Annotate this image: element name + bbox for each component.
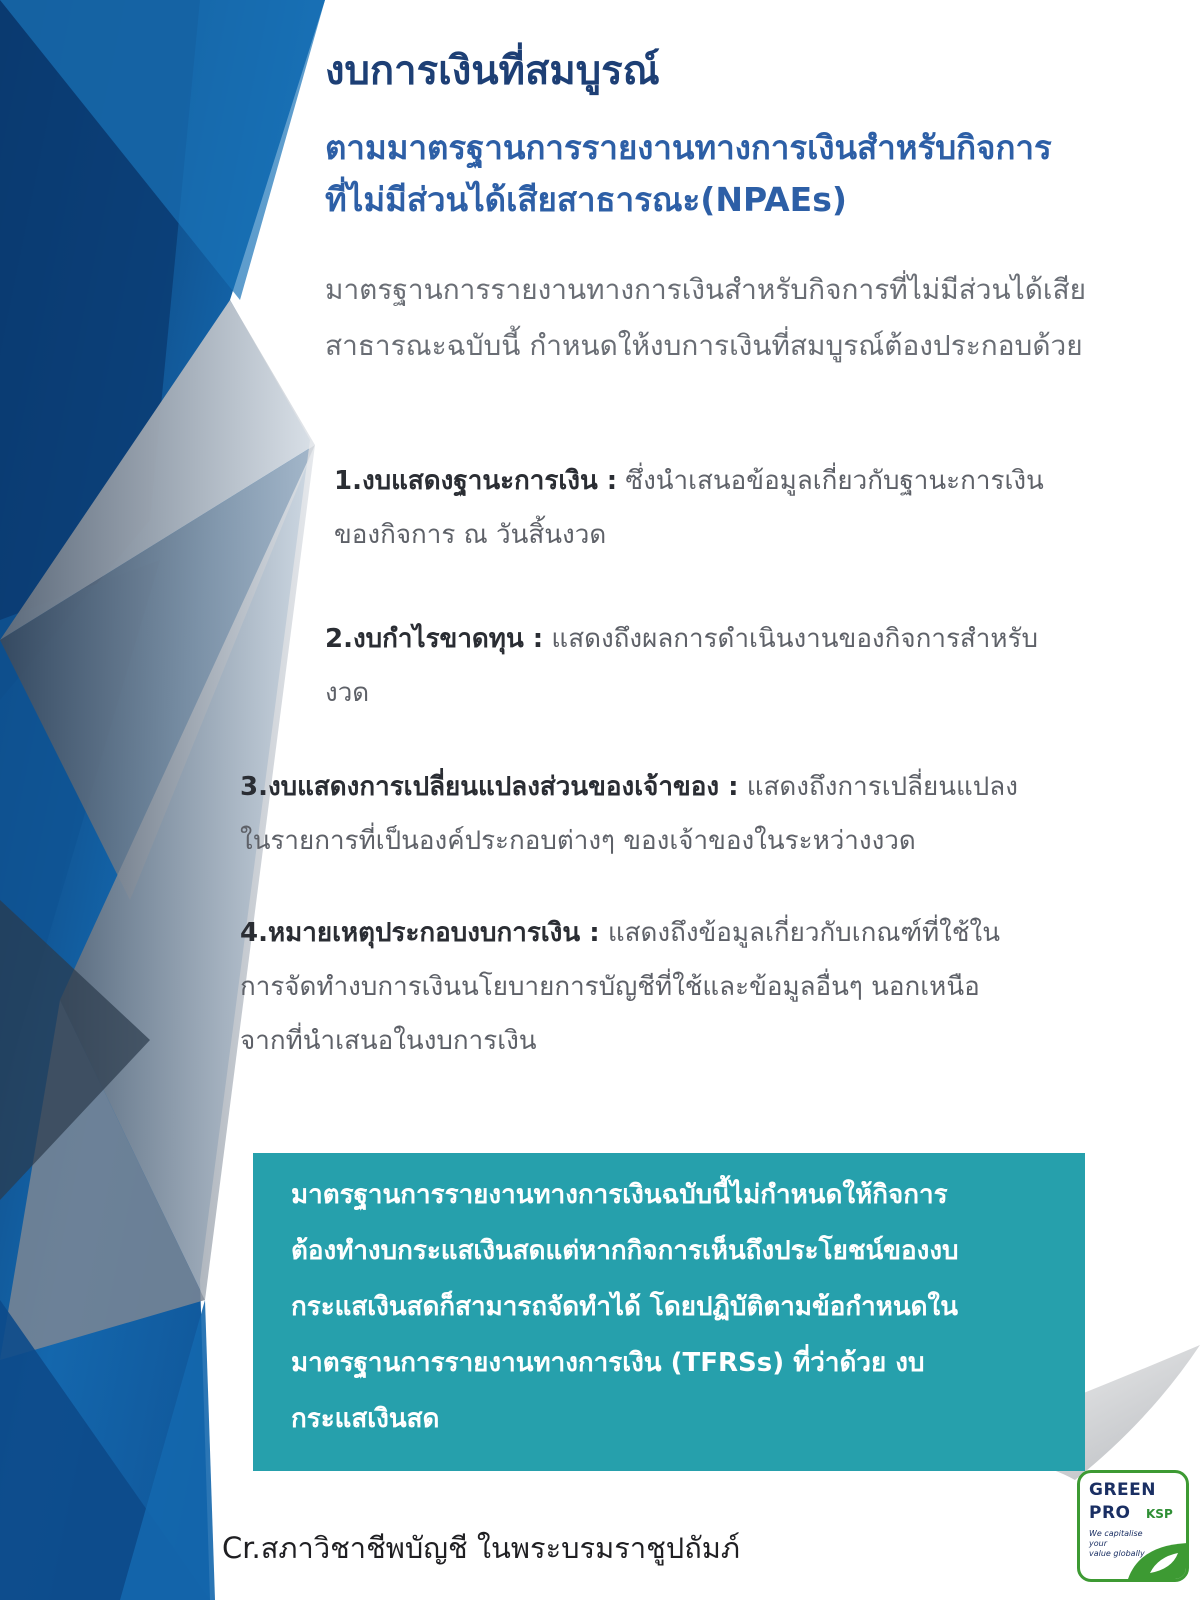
subtitle-line-1: ตามมาตรฐานการรายงานทางการเงินสำหรับกิจการ <box>325 128 1052 167</box>
item-heading: 2.งบกำไรขาดทุน : <box>325 624 544 654</box>
item-text: งวด <box>325 678 370 708</box>
intro-line-2: สาธารณะฉบับนี้ กำหนดให้งบการเงินที่สมบูรณ์ต้องประกอบด้วย <box>325 329 1083 362</box>
item-text: แสดงถึงผลการดำเนินงานของกิจการสำหรับ <box>543 624 1038 654</box>
logo-tagline: We capitalise your value globally <box>1089 1529 1145 1558</box>
note-line: กระแสเงินสดก็สามารถจัดทำได้ โดยปฏิบัติตามข้อกำหนดใน <box>291 1292 958 1322</box>
item-text: แสดงถึงการเปลี่ยนแปลง <box>738 772 1018 802</box>
item-text: การจัดทำงบการเงินนโยบายการบัญชีที่ใช้และข้อมูลอื่นๆ นอกเหนือ <box>240 972 980 1002</box>
item-heading: 3.งบแสดงการเปลี่ยนแปลงส่วนของเจ้าของ : <box>240 772 739 802</box>
logo-text-pro: PRO <box>1089 1503 1131 1523</box>
logo-text-green: GREEN <box>1089 1480 1156 1500</box>
logo-text-ksp: KSP <box>1146 1507 1173 1521</box>
note-line: มาตรฐานการรายงานทางการเงินฉบับนี้ไม่กำหนดให้กิจการ <box>291 1180 948 1210</box>
intro-line-1: มาตรฐานการรายงานทางการเงินสำหรับกิจการที่ไม่มีส่วนได้เสีย <box>325 273 1086 306</box>
cash-flow-note-box <box>253 1153 1085 1471</box>
item-text: ของกิจการ ณ วันสิ้นงวด <box>334 520 607 550</box>
note-line: กระแสเงินสด <box>291 1404 440 1434</box>
intro-paragraph <box>325 262 1155 374</box>
item-text: แสดงถึงข้อมูลเกี่ยวกับเกณฑ์ที่ใช้ใน <box>599 918 1000 948</box>
note-text <box>253 1153 1085 1447</box>
note-line: มาตรฐานการรายงานทางการเงิน (TFRSs) ที่ว่าด้วย งบ <box>291 1348 925 1378</box>
page-subtitle <box>325 122 1052 226</box>
statement-item-4 <box>240 906 1000 1068</box>
item-heading: 4.หมายเหตุประกอบงบการเงิน : <box>240 918 600 948</box>
note-line: ต้องทำงบกระแสเงินสดแต่หากกิจการเห็นถึงประโยชน์ของงบ <box>291 1236 959 1266</box>
page-title: งบการเงินที่สมบูรณ์ <box>325 48 660 94</box>
credit-line: Cr.สภาวิชาชีพบัญชี ในพระบรมราชูปถัมภ์ <box>222 1531 740 1565</box>
subtitle-line-2: ที่ไม่มีส่วนได้เสียสาธารณะ(NPAEs) <box>325 180 847 219</box>
item-text: จากที่นำเสนอในงบการเงิน <box>240 1026 537 1056</box>
greenpro-logo <box>1077 1470 1189 1582</box>
statement-item-2 <box>325 612 1038 720</box>
item-text: ซึ่งนำเสนอข้อมูลเกี่ยวกับฐานะการเงิน <box>617 466 1044 496</box>
item-heading: 1.งบแสดงฐานะการเงิน : <box>334 466 618 496</box>
item-text: ในรายการที่เป็นองค์ประกอบต่างๆ ของเจ้าของในระหว่างงวด <box>240 826 916 856</box>
statement-item-3 <box>240 760 1018 868</box>
statement-item-1 <box>334 454 1044 562</box>
